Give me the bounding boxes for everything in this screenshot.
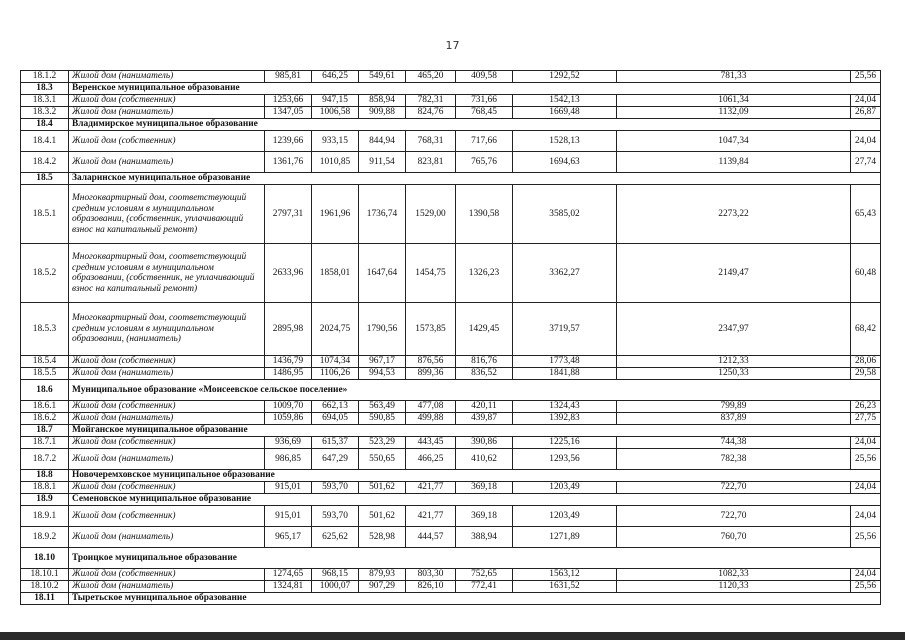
section-title: Троицкое муниципальное образование xyxy=(69,548,881,569)
value-cell: 410,62 xyxy=(456,449,513,470)
value-cell: 443,45 xyxy=(406,437,456,449)
value-cell: 985,81 xyxy=(265,71,312,83)
value-cell: 25,56 xyxy=(851,527,881,548)
value-cell: 1120,33 xyxy=(617,581,851,593)
value-cell: 823,81 xyxy=(406,152,456,173)
value-cell: 2633,96 xyxy=(265,244,312,303)
item-code: 18.5.2 xyxy=(21,244,69,303)
item-code: 18.9.2 xyxy=(21,527,69,548)
value-cell: 1347,05 xyxy=(265,107,312,119)
value-cell: 1542,13 xyxy=(513,95,617,107)
item-code: 18.5.3 xyxy=(21,303,69,356)
value-cell: 2024,75 xyxy=(312,303,359,356)
value-cell: 765,76 xyxy=(456,152,513,173)
section-row xyxy=(21,83,881,95)
section-code: 18.5 xyxy=(21,173,69,185)
value-cell: 26,23 xyxy=(851,401,881,413)
housing-type: Жилой дом (наниматель) xyxy=(69,368,265,380)
value-cell: 844,94 xyxy=(359,131,406,152)
section-code: 18.4 xyxy=(21,119,69,131)
housing-type: Жилой дом (наниматель) xyxy=(69,152,265,173)
value-cell: 1106,26 xyxy=(312,368,359,380)
item-code: 18.4.2 xyxy=(21,152,69,173)
value-cell: 986,85 xyxy=(265,449,312,470)
item-code: 18.9.1 xyxy=(21,506,69,527)
value-cell: 590,85 xyxy=(359,413,406,425)
value-cell: 1225,16 xyxy=(513,437,617,449)
table-row xyxy=(21,185,881,244)
table-row xyxy=(21,95,881,107)
value-cell: 439,87 xyxy=(456,413,513,425)
housing-type: Жилой дом (наниматель) xyxy=(69,527,265,548)
value-cell: 409,58 xyxy=(456,71,513,83)
value-cell: 625,62 xyxy=(312,527,359,548)
table-row xyxy=(21,152,881,173)
value-cell: 369,18 xyxy=(456,482,513,494)
value-cell: 421,77 xyxy=(406,506,456,527)
value-cell: 915,01 xyxy=(265,506,312,527)
value-cell: 1212,33 xyxy=(617,356,851,368)
table-body xyxy=(21,71,881,605)
value-cell: 744,38 xyxy=(617,437,851,449)
value-cell: 1293,56 xyxy=(513,449,617,470)
value-cell: 1736,74 xyxy=(359,185,406,244)
value-cell: 1694,63 xyxy=(513,152,617,173)
value-cell: 782,38 xyxy=(617,449,851,470)
value-cell: 1061,34 xyxy=(617,95,851,107)
value-cell: 1529,00 xyxy=(406,185,456,244)
page-number: 17 xyxy=(445,39,460,52)
value-cell: 936,69 xyxy=(265,437,312,449)
item-code: 18.5.5 xyxy=(21,368,69,380)
section-code: 18.10 xyxy=(21,548,69,569)
value-cell: 60,48 xyxy=(851,244,881,303)
section-row xyxy=(21,380,881,401)
item-code: 18.10.2 xyxy=(21,581,69,593)
housing-type: Жилой дом (собственник) xyxy=(69,131,265,152)
section-code: 18.8 xyxy=(21,470,69,482)
value-cell: 967,17 xyxy=(359,356,406,368)
value-cell: 550,65 xyxy=(359,449,406,470)
value-cell: 501,62 xyxy=(359,482,406,494)
value-cell: 29,58 xyxy=(851,368,881,380)
value-cell: 27,74 xyxy=(851,152,881,173)
item-code: 18.7.1 xyxy=(21,437,69,449)
value-cell: 1392,83 xyxy=(513,413,617,425)
value-cell: 772,41 xyxy=(456,581,513,593)
value-cell: 994,53 xyxy=(359,368,406,380)
item-code: 18.4.1 xyxy=(21,131,69,152)
value-cell: 1486,95 xyxy=(265,368,312,380)
value-cell: 1000,07 xyxy=(312,581,359,593)
value-cell: 1669,48 xyxy=(513,107,617,119)
value-cell: 24,04 xyxy=(851,95,881,107)
value-cell: 1436,79 xyxy=(265,356,312,368)
section-code: 18.3 xyxy=(21,83,69,95)
table-row xyxy=(21,569,881,581)
table-row xyxy=(21,401,881,413)
table-row xyxy=(21,506,881,527)
item-code: 18.3.1 xyxy=(21,95,69,107)
value-cell: 477,08 xyxy=(406,401,456,413)
section-title: Семеновское муниципальное образование xyxy=(69,494,881,506)
value-cell: 65,43 xyxy=(851,185,881,244)
section-title: Заларинское муниципальное образование xyxy=(69,173,881,185)
item-code: 18.3.2 xyxy=(21,107,69,119)
value-cell: 24,04 xyxy=(851,437,881,449)
value-cell: 1858,01 xyxy=(312,244,359,303)
value-cell: 390,86 xyxy=(456,437,513,449)
value-cell: 1203,49 xyxy=(513,482,617,494)
value-cell: 388,94 xyxy=(456,527,513,548)
item-code: 18.7.2 xyxy=(21,449,69,470)
value-cell: 3362,27 xyxy=(513,244,617,303)
housing-type: Жилой дом (наниматель) xyxy=(69,449,265,470)
value-cell: 24,04 xyxy=(851,569,881,581)
value-cell: 25,56 xyxy=(851,449,881,470)
value-cell: 1647,64 xyxy=(359,244,406,303)
value-cell: 24,04 xyxy=(851,482,881,494)
table-row xyxy=(21,244,881,303)
value-cell: 947,15 xyxy=(312,95,359,107)
value-cell: 444,57 xyxy=(406,527,456,548)
housing-type: Многоквартирный дом, соответствующий средним условиям в муниципальном образовании, (наниматель) xyxy=(69,303,265,356)
value-cell: 1010,85 xyxy=(312,152,359,173)
value-cell: 24,04 xyxy=(851,131,881,152)
value-cell: 1528,13 xyxy=(513,131,617,152)
section-title: Новочеремховское муниципальное образование xyxy=(69,470,881,482)
section-row xyxy=(21,173,881,185)
value-cell: 899,36 xyxy=(406,368,456,380)
value-cell: 615,37 xyxy=(312,437,359,449)
value-cell: 879,93 xyxy=(359,569,406,581)
value-cell: 1361,76 xyxy=(265,152,312,173)
value-cell: 1292,52 xyxy=(513,71,617,83)
table-row xyxy=(21,71,881,83)
value-cell: 647,29 xyxy=(312,449,359,470)
section-code: 18.6 xyxy=(21,380,69,401)
section-row xyxy=(21,425,881,437)
section-row xyxy=(21,470,881,482)
value-cell: 369,18 xyxy=(456,506,513,527)
housing-type: Жилой дом (собственник) xyxy=(69,356,265,368)
value-cell: 2797,31 xyxy=(265,185,312,244)
value-cell: 3585,02 xyxy=(513,185,617,244)
housing-type: Жилой дом (собственник) xyxy=(69,437,265,449)
value-cell: 27,75 xyxy=(851,413,881,425)
value-cell: 968,15 xyxy=(312,569,359,581)
value-cell: 593,70 xyxy=(312,482,359,494)
value-cell: 717,66 xyxy=(456,131,513,152)
value-cell: 1132,09 xyxy=(617,107,851,119)
value-cell: 731,66 xyxy=(456,95,513,107)
value-cell: 824,76 xyxy=(406,107,456,119)
value-cell: 837,89 xyxy=(617,413,851,425)
value-cell: 563,49 xyxy=(359,401,406,413)
value-cell: 915,01 xyxy=(265,482,312,494)
section-title: Муниципальное образование «Моисеевское сельское поселение» xyxy=(69,380,881,401)
value-cell: 2347,97 xyxy=(617,303,851,356)
housing-type: Многоквартирный дом, соответствующий средним условиям в муниципальном образовании, (собственник, не уплачивающий взнос на капитальный ремонт) xyxy=(69,244,265,303)
table-row xyxy=(21,527,881,548)
value-cell: 768,31 xyxy=(406,131,456,152)
value-cell: 1139,84 xyxy=(617,152,851,173)
section-row xyxy=(21,548,881,569)
tariff-table xyxy=(20,70,881,605)
item-code: 18.6.2 xyxy=(21,413,69,425)
value-cell: 803,30 xyxy=(406,569,456,581)
value-cell: 2273,22 xyxy=(617,185,851,244)
value-cell: 876,56 xyxy=(406,356,456,368)
value-cell: 421,77 xyxy=(406,482,456,494)
value-cell: 646,25 xyxy=(312,71,359,83)
value-cell: 528,98 xyxy=(359,527,406,548)
value-cell: 694,05 xyxy=(312,413,359,425)
value-cell: 1563,12 xyxy=(513,569,617,581)
value-cell: 768,45 xyxy=(456,107,513,119)
value-cell: 799,89 xyxy=(617,401,851,413)
value-cell: 1271,89 xyxy=(513,527,617,548)
scan-edge xyxy=(0,632,905,640)
table-row xyxy=(21,482,881,494)
value-cell: 2895,98 xyxy=(265,303,312,356)
housing-type: Жилой дом (наниматель) xyxy=(69,413,265,425)
table-row xyxy=(21,413,881,425)
value-cell: 499,88 xyxy=(406,413,456,425)
item-code: 18.5.1 xyxy=(21,185,69,244)
value-cell: 1429,45 xyxy=(456,303,513,356)
housing-type: Жилой дом (наниматель) xyxy=(69,71,265,83)
value-cell: 1059,86 xyxy=(265,413,312,425)
value-cell: 1390,58 xyxy=(456,185,513,244)
value-cell: 1082,33 xyxy=(617,569,851,581)
value-cell: 523,29 xyxy=(359,437,406,449)
table-row xyxy=(21,303,881,356)
table-row xyxy=(21,581,881,593)
table-row xyxy=(21,437,881,449)
value-cell: 1841,88 xyxy=(513,368,617,380)
value-cell: 466,25 xyxy=(406,449,456,470)
value-cell: 501,62 xyxy=(359,506,406,527)
item-code: 18.10.1 xyxy=(21,569,69,581)
value-cell: 549,61 xyxy=(359,71,406,83)
value-cell: 1573,85 xyxy=(406,303,456,356)
value-cell: 26,87 xyxy=(851,107,881,119)
value-cell: 662,13 xyxy=(312,401,359,413)
value-cell: 1324,81 xyxy=(265,581,312,593)
value-cell: 1274,65 xyxy=(265,569,312,581)
section-row xyxy=(21,593,881,605)
value-cell: 1074,34 xyxy=(312,356,359,368)
value-cell: 722,70 xyxy=(617,506,851,527)
item-code: 18.1.2 xyxy=(21,71,69,83)
value-cell: 816,76 xyxy=(456,356,513,368)
value-cell: 909,88 xyxy=(359,107,406,119)
value-cell: 1326,23 xyxy=(456,244,513,303)
value-cell: 1790,56 xyxy=(359,303,406,356)
table-row xyxy=(21,449,881,470)
value-cell: 465,20 xyxy=(406,71,456,83)
table-row xyxy=(21,131,881,152)
value-cell: 1239,66 xyxy=(265,131,312,152)
table-row xyxy=(21,356,881,368)
housing-type: Жилой дом (собственник) xyxy=(69,506,265,527)
value-cell: 1203,49 xyxy=(513,506,617,527)
section-row xyxy=(21,494,881,506)
value-cell: 3719,57 xyxy=(513,303,617,356)
housing-type: Жилой дом (собственник) xyxy=(69,569,265,581)
value-cell: 1773,48 xyxy=(513,356,617,368)
value-cell: 836,52 xyxy=(456,368,513,380)
section-title: Тыретьское муниципальное образование xyxy=(69,593,881,605)
section-row xyxy=(21,119,881,131)
section-title: Веренское муниципальное образование xyxy=(69,83,881,95)
value-cell: 25,56 xyxy=(851,581,881,593)
item-code: 18.6.1 xyxy=(21,401,69,413)
value-cell: 1047,34 xyxy=(617,131,851,152)
housing-type: Многоквартирный дом, соответствующий средним условиям в муниципальном образовании, (собственник, уплачивающий взнос на капитальный ремонт) xyxy=(69,185,265,244)
value-cell: 1006,58 xyxy=(312,107,359,119)
value-cell: 24,04 xyxy=(851,506,881,527)
value-cell: 965,17 xyxy=(265,527,312,548)
table-row xyxy=(21,368,881,380)
value-cell: 858,94 xyxy=(359,95,406,107)
value-cell: 781,33 xyxy=(617,71,851,83)
value-cell: 911,54 xyxy=(359,152,406,173)
value-cell: 722,70 xyxy=(617,482,851,494)
housing-type: Жилой дом (наниматель) xyxy=(69,581,265,593)
value-cell: 1631,52 xyxy=(513,581,617,593)
value-cell: 1961,96 xyxy=(312,185,359,244)
value-cell: 933,15 xyxy=(312,131,359,152)
value-cell: 907,29 xyxy=(359,581,406,593)
value-cell: 68,42 xyxy=(851,303,881,356)
section-code: 18.9 xyxy=(21,494,69,506)
value-cell: 760,70 xyxy=(617,527,851,548)
value-cell: 1324,43 xyxy=(513,401,617,413)
value-cell: 25,56 xyxy=(851,71,881,83)
table-row xyxy=(21,107,881,119)
section-title: Мойганское муниципальное образование xyxy=(69,425,881,437)
value-cell: 420,11 xyxy=(456,401,513,413)
value-cell: 1454,75 xyxy=(406,244,456,303)
housing-type: Жилой дом (собственник) xyxy=(69,95,265,107)
value-cell: 593,70 xyxy=(312,506,359,527)
value-cell: 782,31 xyxy=(406,95,456,107)
value-cell: 826,10 xyxy=(406,581,456,593)
value-cell: 1250,33 xyxy=(617,368,851,380)
value-cell: 2149,47 xyxy=(617,244,851,303)
housing-type: Жилой дом (наниматель) xyxy=(69,107,265,119)
housing-type: Жилой дом (собственник) xyxy=(69,482,265,494)
housing-type: Жилой дом (собственник) xyxy=(69,401,265,413)
value-cell: 1009,70 xyxy=(265,401,312,413)
item-code: 18.5.4 xyxy=(21,356,69,368)
value-cell: 28,06 xyxy=(851,356,881,368)
item-code: 18.8.1 xyxy=(21,482,69,494)
value-cell: 752,65 xyxy=(456,569,513,581)
section-code: 18.11 xyxy=(21,593,69,605)
section-title: Владимирское муниципальное образование xyxy=(69,119,881,131)
section-code: 18.7 xyxy=(21,425,69,437)
value-cell: 1253,66 xyxy=(265,95,312,107)
